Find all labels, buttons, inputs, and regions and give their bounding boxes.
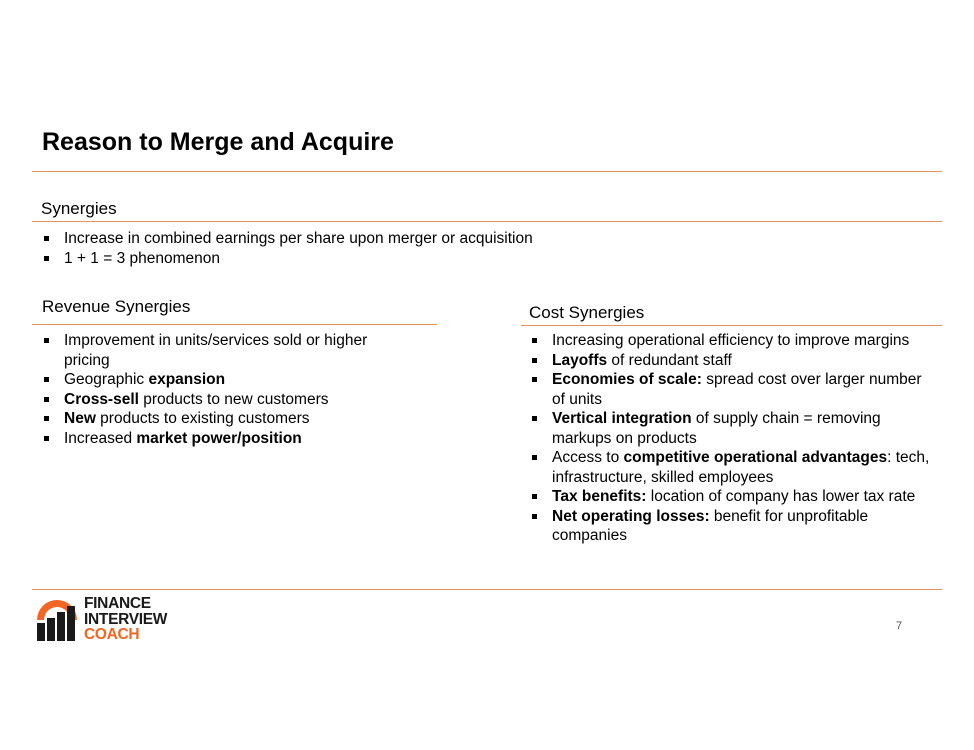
logo-wordmark bbox=[84, 596, 167, 643]
synergies-heading: Synergies bbox=[41, 199, 117, 218]
list-item: Vertical integration of supply chain = removing markups on products bbox=[530, 409, 935, 448]
cost-synergies-divider bbox=[521, 325, 942, 326]
revenue-synergies-heading: Revenue Synergies bbox=[42, 297, 191, 316]
logo-bars-icon bbox=[34, 596, 80, 646]
list-item: Tax benefits: location of company has lower tax rate bbox=[530, 487, 935, 507]
cost-synergies-list bbox=[530, 331, 935, 546]
list-item: 1 + 1 = 3 phenomenon bbox=[42, 249, 922, 269]
footer-divider bbox=[32, 589, 942, 590]
finance-interview-coach-logo bbox=[34, 596, 194, 648]
cost-synergies-heading: Cost Synergies bbox=[529, 303, 645, 322]
list-item: Geographic expansion bbox=[42, 370, 417, 390]
revenue-synergies-divider bbox=[32, 324, 437, 325]
list-item: Access to competitive operational advantages: tech, infrastructure, skilled employees bbox=[530, 448, 935, 487]
list-item: Net operating losses: benefit for unprofitable companies bbox=[530, 507, 935, 546]
list-item: Increasing operational efficiency to improve margins bbox=[530, 331, 935, 351]
list-item: New products to existing customers bbox=[42, 409, 417, 429]
synergies-divider bbox=[32, 221, 942, 222]
title-divider bbox=[32, 171, 942, 172]
list-item: Improvement in units/services sold or higher pricing bbox=[42, 331, 417, 370]
page-number: 7 bbox=[896, 620, 903, 632]
list-item: Increased market power/position bbox=[42, 429, 417, 449]
list-item: Economies of scale: spread cost over larger number of units bbox=[530, 370, 935, 409]
logo-line-finance: FINANCE bbox=[84, 595, 151, 612]
list-item: Increase in combined earnings per share upon merger or acquisition bbox=[42, 229, 922, 249]
logo-line-coach: COACH bbox=[84, 626, 140, 643]
logo-line-interview: INTERVIEW bbox=[84, 610, 168, 628]
synergies-list bbox=[42, 229, 922, 268]
slide-title: Reason to Merge and Acquire bbox=[42, 128, 394, 156]
list-item: Layoffs of redundant staff bbox=[530, 351, 935, 371]
list-item: Cross-sell products to new customers bbox=[42, 390, 417, 410]
revenue-synergies-list bbox=[42, 331, 417, 448]
